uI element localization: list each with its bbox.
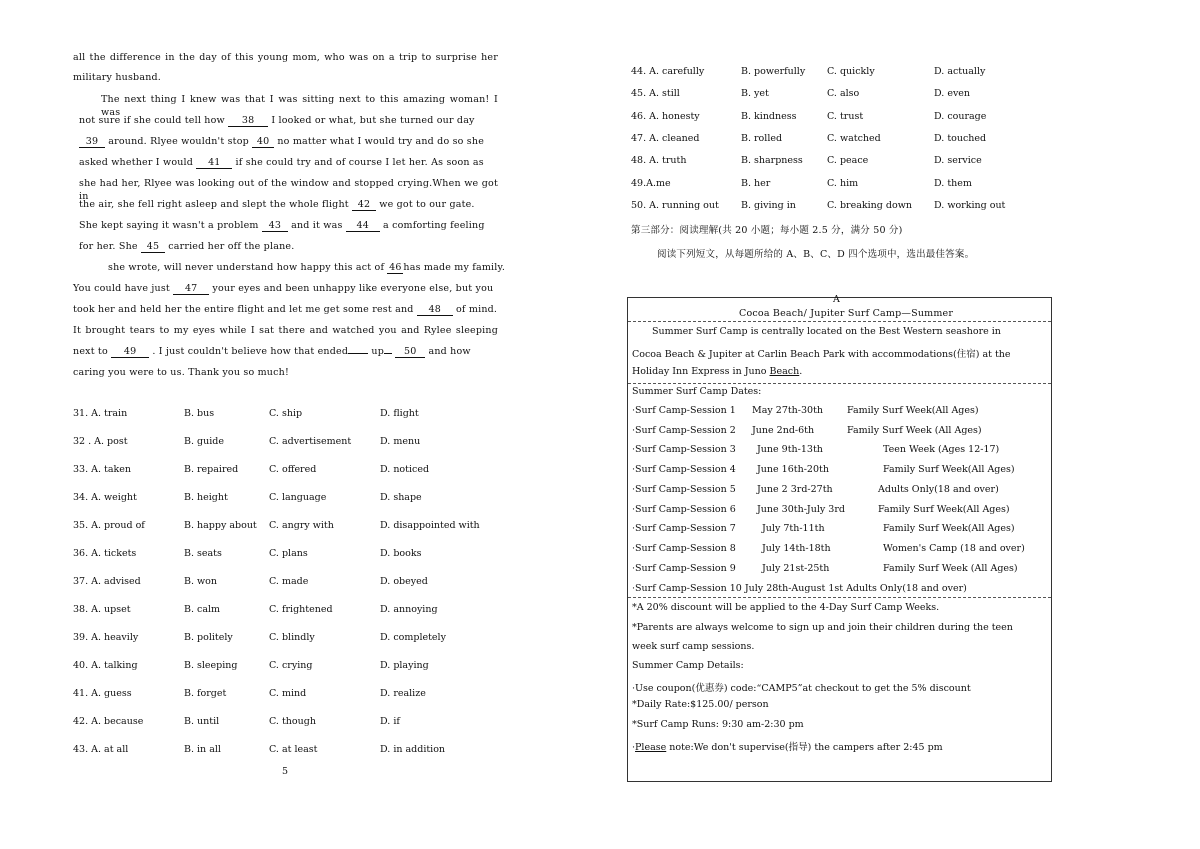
passage-line: caring you were to us. Thank you so much! — [73, 367, 289, 378]
intro-line: Cocoa Beach & Jupiter at Carlin Beach Park with accommodations(住宿) at the — [632, 349, 1011, 360]
dashed-divider — [628, 321, 1051, 322]
passage-line: The next thing I knew was that I was sitting next to this amazing woman! I was — [101, 94, 498, 118]
text: she wrote, will never understand how happy this act of — [108, 262, 385, 273]
detail: *Daily Rate:$125.00/ person — [632, 699, 769, 710]
text: for her. She — [79, 241, 138, 252]
question-option-d: D. disappointed with — [380, 520, 480, 531]
text: we got to our gate. — [379, 199, 475, 210]
question-option-d: D. obeyed — [380, 576, 428, 587]
box-title: Cocoa Beach/ Jupiter Surf Camp—Summer — [739, 308, 954, 319]
text: not sure if she could tell how — [79, 115, 225, 126]
blank-45: 45 — [141, 241, 165, 253]
session-date: June 2nd-6th — [752, 424, 815, 436]
question-option-a: 48. A. truth — [631, 155, 687, 167]
passage-line — [79, 135, 484, 148]
text: She kept saying it wasn't a problem — [79, 220, 259, 231]
session-date: June 2 3rd-27th — [757, 483, 833, 495]
session-type: Family Surf Week(All Ages) — [883, 523, 1015, 535]
question-option-d: D. actually — [934, 66, 986, 77]
question-option-a: 32 . A. post — [73, 436, 128, 447]
text: . — [799, 366, 803, 377]
question-option-c: C. ship — [269, 408, 303, 419]
question-option-a: 45. A. still — [631, 88, 680, 100]
question-option-d: D. shape — [380, 492, 422, 503]
question-option-a: 49.A.me — [631, 177, 671, 189]
blank-48: 48 — [417, 304, 453, 316]
text: a comforting feeling — [383, 220, 485, 231]
session-name: ·Surf Camp-Session 9 — [632, 562, 736, 574]
blank-line — [384, 353, 392, 354]
question-option-a: 44. A. carefully — [631, 66, 705, 77]
question-option-c: C. crying — [269, 660, 313, 671]
session-date: June 9th-13th — [757, 444, 823, 456]
session-date: May 27th-30th — [752, 405, 824, 416]
question-option-a: 36. A. tickets — [73, 548, 137, 559]
text: Please — [635, 742, 667, 753]
question-option-b: B. giving in — [741, 199, 796, 211]
question-option-c: C. at least — [269, 744, 318, 755]
question-option-b: B. politely — [184, 632, 233, 643]
question-option-b: B. yet — [741, 88, 769, 100]
text: You could have just — [73, 283, 170, 294]
text: next to — [73, 346, 108, 357]
detail: ·Use coupon(优惠券) code:“CAMP5”at checkout to get the 5% discount — [632, 683, 971, 694]
question-option-b: B. guide — [184, 436, 224, 447]
question-option-c: C. language — [269, 492, 327, 503]
passage-line — [73, 345, 471, 358]
blank-42: 42 — [352, 199, 376, 211]
text: of mind. — [456, 304, 498, 315]
note: week surf camp sessions. — [632, 641, 755, 652]
note: *A 20% discount will be applied to the 4-Day Surf Camp Weeks. — [632, 602, 940, 613]
text: · — [632, 742, 636, 753]
question-option-d: D. playing — [380, 660, 429, 671]
text: the air, she fell right asleep and slept the whole flight — [79, 199, 349, 210]
session-date: June 16th-20th — [757, 464, 829, 476]
section3-instruction: 阅读下列短文，从每题所给的 A、B、C、D 四个选项中，选出最佳答案。 — [657, 249, 975, 260]
question-option-c: C. frightened — [269, 604, 333, 615]
intro-line — [632, 366, 802, 377]
blank-39: 39 — [79, 136, 105, 148]
text: around. Rlyee wouldn't stop — [108, 136, 249, 147]
passage-line — [79, 240, 294, 253]
session-name: ·Surf Camp-Session 8 — [632, 542, 736, 554]
question-option-a: 38. A. upset — [73, 604, 131, 615]
question-option-d: D. completely — [380, 632, 446, 643]
text: I looked or what, but she turned our day — [271, 115, 475, 126]
question-option-a: 39. A. heavily — [73, 632, 139, 643]
session-type: Women's Camp (18 and over) — [883, 542, 1025, 554]
blank-line — [348, 353, 368, 354]
session-type: Family Surf Week (All Ages) — [883, 562, 1018, 574]
passage-line: It brought tears to my eyes while I sat there and watched you and Rylee sleeping — [73, 325, 498, 336]
question-option-a: 50. A. running out — [631, 199, 719, 211]
blank-49: 49 — [111, 346, 149, 358]
passage-line — [79, 114, 475, 127]
passage-line — [73, 282, 493, 295]
question-option-d: D. noticed — [380, 464, 430, 475]
text: Holiday Inn Express in Juno — [632, 366, 770, 377]
question-option-c: C. peace — [827, 155, 869, 167]
question-option-d: D. flight — [380, 408, 419, 419]
session-name: ·Surf Camp-Session 1 — [632, 405, 736, 416]
passage-line — [79, 198, 475, 211]
question-option-c: C. plans — [269, 548, 308, 559]
session-name: ·Surf Camp-Session 4 — [632, 464, 736, 476]
text: Beach — [769, 366, 800, 377]
detail — [632, 739, 943, 753]
session-row: ·Surf Camp-Session 10 July 28th-August 1st Adults Only(18 and over) — [632, 583, 967, 594]
text: up — [371, 346, 384, 357]
dashed-divider — [628, 597, 1051, 598]
session-type: Teen Week (Ages 12-17) — [883, 444, 1000, 456]
question-option-c: C. made — [269, 576, 309, 587]
text: and how — [428, 346, 471, 357]
text: asked whether I would — [79, 157, 194, 168]
blank-40: 40 — [252, 136, 274, 148]
intro-line: Summer Surf Camp is centrally located on the Best Western seashore in — [652, 326, 1001, 337]
question-option-d: D. realize — [380, 688, 426, 699]
question-option-c: C. him — [827, 177, 859, 189]
question-option-b: B. seats — [184, 548, 222, 559]
session-date: July 7th-11th — [762, 523, 825, 535]
question-option-b: B. height — [184, 492, 228, 503]
blank-50: 50 — [395, 346, 425, 358]
session-date: July 14th-18th — [762, 542, 831, 554]
question-option-a: 33. A. taken — [73, 464, 132, 475]
question-option-d: D. even — [934, 88, 971, 100]
session-name: ·Surf Camp-Session 5 — [632, 483, 736, 495]
passage-line: all the difference in the day of this young mom, who was on a trip to surprise her — [73, 52, 498, 63]
question-option-a: 37. A. advised — [73, 576, 141, 587]
question-option-a: 41. A. guess — [73, 688, 132, 699]
question-option-c: C. also — [827, 88, 860, 100]
session-name: ·Surf Camp-Session 3 — [632, 444, 736, 456]
question-option-d: D. them — [934, 177, 972, 189]
text: carried her off the plane. — [168, 241, 295, 252]
session-name: ·Surf Camp-Session 7 — [632, 523, 736, 535]
question-option-b: B. sharpness — [741, 155, 803, 167]
question-option-b: B. bus — [184, 408, 215, 419]
session-date: June 30th-July 3rd — [757, 503, 845, 515]
question-option-c: C. offered — [269, 464, 317, 475]
detail: *Surf Camp Runs: 9:30 am-2:30 pm — [632, 719, 804, 730]
text: no matter what I would try and do so she — [277, 136, 485, 147]
question-option-c: C. angry with — [269, 520, 334, 531]
question-option-d: D. courage — [934, 110, 987, 122]
passage-line — [108, 261, 505, 274]
question-option-c: C. quickly — [827, 66, 875, 77]
question-option-b: B. her — [741, 177, 771, 189]
blank-41: 41 — [196, 157, 232, 169]
question-option-d: D. books — [380, 548, 422, 559]
note: *Parents are always welcome to sign up and join their children during the teen — [632, 622, 1013, 633]
question-option-b: B. forget — [184, 688, 227, 699]
question-option-b: B. powerfully — [741, 66, 806, 77]
question-option-b: B. kindness — [741, 110, 797, 122]
question-option-c: C. watched — [827, 132, 881, 144]
details-heading: Summer Camp Details: — [632, 660, 744, 671]
question-option-a: 47. A. cleaned — [631, 132, 700, 144]
session-type: Family Surf Week (All Ages) — [847, 424, 982, 436]
question-option-d: D. in addition — [380, 744, 446, 755]
passage-line: she had her, Rlyee was looking out of the window and stopped crying.When we got in — [79, 178, 498, 202]
text: if she could try and of course I let her. As soon as — [235, 157, 484, 168]
page-number: 5 — [282, 766, 289, 777]
session-type: Family Surf Week(All Ages) — [878, 503, 1010, 515]
question-option-c: C. breaking down — [827, 199, 912, 211]
text: and it was — [291, 220, 343, 231]
blank-47: 47 — [173, 283, 209, 295]
question-option-d: D. annoying — [380, 604, 438, 615]
blank-38: 38 — [228, 115, 268, 127]
session-type: Adults Only(18 and over) — [878, 483, 999, 495]
question-option-a: 42. A. because — [73, 716, 144, 727]
question-option-d: D. menu — [380, 436, 421, 447]
session-type: Family Surf Week(All Ages) — [847, 405, 979, 416]
question-option-a: 43. A. at all — [73, 744, 129, 755]
question-option-b: B. happy about — [184, 520, 257, 531]
session-name: ·Surf Camp-Session 2 — [632, 424, 736, 436]
question-option-b: B. until — [184, 716, 220, 727]
session-type: Family Surf Week(All Ages) — [883, 464, 1015, 476]
session-date: July 21st-25th — [762, 562, 830, 574]
question-option-a: 40. A. talking — [73, 660, 138, 671]
text: your eyes and been unhappy like everyone else, but you — [212, 283, 494, 294]
question-option-d: D. if — [380, 716, 400, 727]
blank-46: 46 — [389, 262, 402, 273]
question-option-b: B. won — [184, 576, 217, 587]
dashed-divider — [628, 383, 1051, 384]
question-option-b: B. calm — [184, 604, 221, 615]
question-option-a: 34. A. weight — [73, 492, 137, 503]
question-option-c: C. mind — [269, 688, 307, 699]
text: took her and held her the entire flight and let me get some rest and — [73, 304, 414, 315]
passage-line — [79, 219, 485, 232]
question-option-a: 46. A. honesty — [631, 110, 700, 122]
question-option-d: D. touched — [934, 132, 987, 144]
question-option-a: 35. A. proud of — [73, 520, 145, 531]
question-option-b: B. in all — [184, 744, 221, 755]
session-name: ·Surf Camp-Session 6 — [632, 503, 736, 515]
passage-letter: A — [833, 294, 841, 305]
text: has made my family. — [403, 262, 506, 273]
question-option-c: C. advertisement — [269, 436, 352, 447]
question-option-b: B. repaired — [184, 464, 239, 475]
blank-43: 43 — [262, 220, 288, 232]
passage-line — [79, 156, 484, 169]
text: . I just couldn't believe how that ended — [152, 346, 349, 357]
question-option-b: B. sleeping — [184, 660, 238, 671]
question-option-a: 31. A. train — [73, 408, 128, 419]
passage-line — [73, 303, 497, 316]
question-option-d: D. working out — [934, 199, 1006, 211]
blank-44: 44 — [346, 220, 380, 232]
question-option-c: C. blindly — [269, 632, 315, 643]
question-option-c: C. though — [269, 716, 316, 727]
question-option-c: C. trust — [827, 110, 864, 122]
text: note:We don't supervise(指导) the campers after 2:45 pm — [666, 742, 943, 753]
passage-line: military husband. — [73, 72, 162, 83]
dates-heading: Summer Surf Camp Dates: — [632, 386, 762, 397]
question-option-b: B. rolled — [741, 132, 783, 144]
question-option-d: D. service — [934, 155, 982, 167]
section3-heading: 第三部分：阅读理解(共 20 小题；每小题 2.5 分，满分 50 分) — [631, 225, 903, 236]
